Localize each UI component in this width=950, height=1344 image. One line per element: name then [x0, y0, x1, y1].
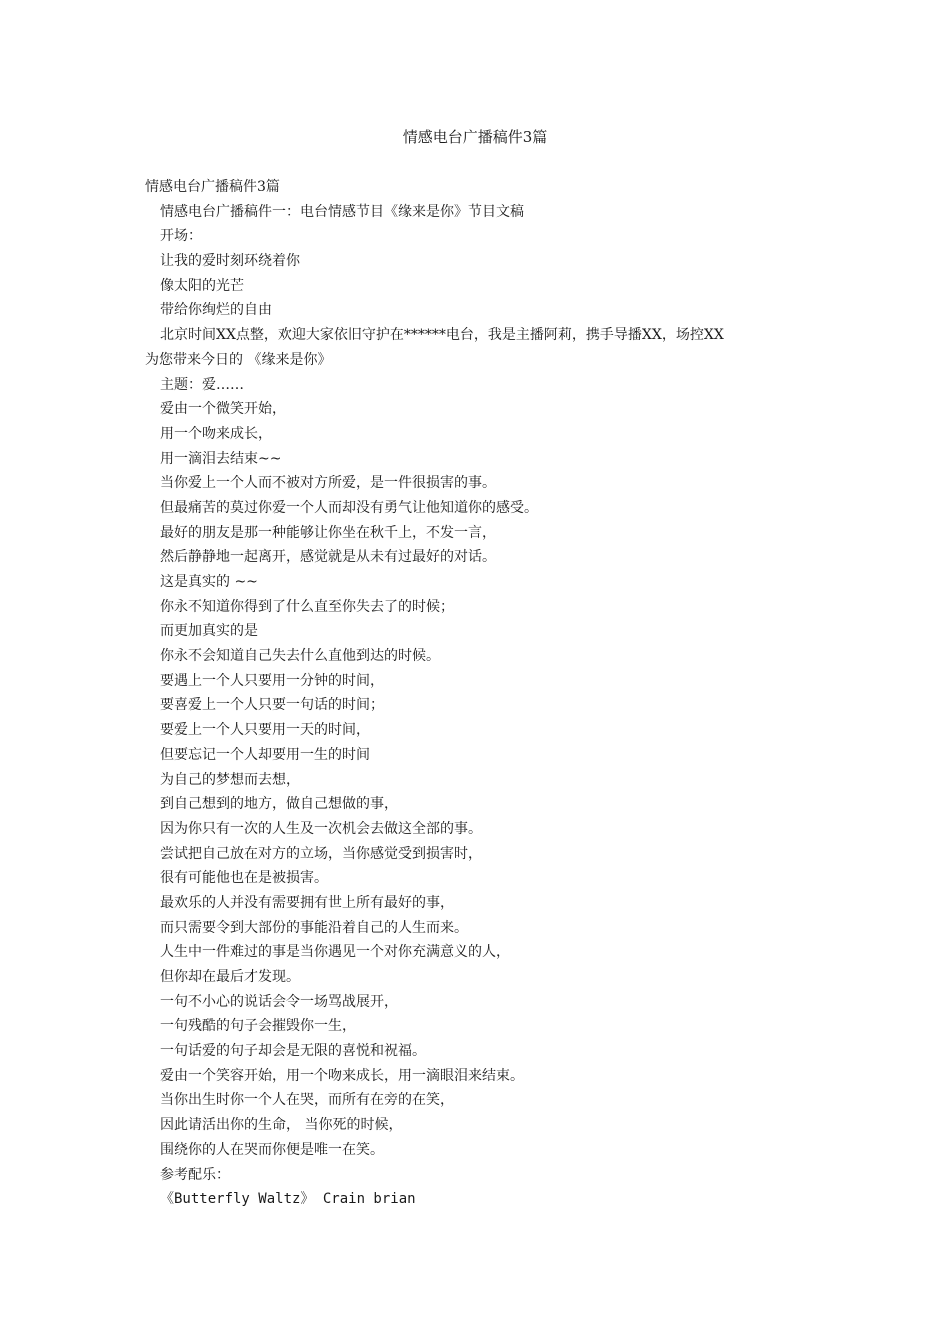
body-line: 然后静静地一起离开，感觉就是从未有过最好的对话。 [160, 549, 496, 566]
body-line: 开场： [160, 228, 202, 245]
body-line: 很有可能他也在是被损害。 [160, 870, 328, 887]
body-line: 像太阳的光芒 [160, 277, 244, 294]
body-line: 这是真实的 ~~ [160, 574, 258, 590]
body-line: 最好的朋友是那一种能够让你坐在秋千上，不发一言， [160, 524, 496, 541]
body-line: 参考配乐： [160, 1166, 230, 1183]
body-line: 用一个吻来成长， [160, 425, 272, 442]
body-line: 《Butterfly Waltz》 Crain brian [160, 1191, 416, 1208]
body-line: 一句话爱的句子却会是无限的喜悦和祝福。 [160, 1043, 426, 1060]
body-line: 情感电台广播稿件一：电台情感节目《缘来是你》节目文稿 [160, 203, 524, 220]
body-line: 因为你只有一次的人生及一次机会去做这全部的事。 [160, 820, 482, 837]
body-line: 要遇上一个人只要用一分钟的时间， [160, 672, 384, 689]
body-line: 为自己的梦想而去想， [160, 771, 300, 788]
body-line: 最欢乐的人并没有需要拥有世上所有最好的事， [160, 894, 454, 911]
body-line: 而更加真实的是 [160, 623, 258, 640]
body-line: 而只需要令到大部份的事能沿着自己的人生而来。 [160, 919, 468, 936]
body-line: 带给你绚烂的自由 [160, 302, 272, 319]
body-line: 一句残酷的句子会摧毁你一生， [160, 1018, 356, 1035]
body-line: 主题：爱…… [160, 376, 244, 393]
document-title: 情感电台广播稿件3篇 [402, 128, 548, 146]
body-line: 但要忘记一个人却要用一生的时间 [160, 746, 370, 763]
body-line: 因此请活出你的生命， 当你死的时候， [160, 1117, 403, 1134]
body-line: 要喜爱上一个人只要一句话的时间； [160, 697, 384, 714]
body-line: 一句不小心的说话会令一场骂战展开， [160, 993, 398, 1010]
body-line: 你永不会知道自己失去什么直他到达的时候。 [160, 648, 440, 665]
body-line: 尝试把自己放在对方的立场，当你感觉受到损害时， [160, 845, 482, 862]
body-line: 用一滴泪去结束~~ [160, 450, 282, 467]
body-line: 为您带来今日的 《缘来是你》 [145, 351, 332, 368]
body-line: 爱由一个笑容开始，用一个吻来成长，用一滴眼泪来结束。 [160, 1067, 524, 1084]
document-body [145, 175, 805, 1212]
body-line: 要爱上一个人只要用一天的时间， [160, 722, 370, 739]
body-line: 但最痛苦的莫过你爱一个人而却没有勇气让他知道你的感受。 [160, 499, 538, 516]
body-line: 当你出生时你一个人在哭，而所有在旁的在笑， [160, 1092, 454, 1109]
body-line: 情感电台广播稿件3篇 [145, 179, 280, 195]
body-line: 围绕你的人在哭而你便是唯一在笑。 [160, 1141, 384, 1158]
body-line: 北京时间XX点整，欢迎大家依旧守护在******电台，我是主播阿莉，携手导播XX，场控XX [160, 327, 724, 344]
body-line: 爱由一个微笑开始， [160, 401, 286, 418]
body-line: 但你却在最后才发现。 [160, 969, 300, 985]
body-line: 你永不知道你得到了什么直至你失去了的时候； [160, 598, 454, 615]
body-line: 当你爱上一个人而不被对方所爱，是一件很损害的事。 [160, 475, 496, 492]
body-line: 让我的爱时刻环绕着你 [160, 253, 300, 270]
body-line: 到自己想到的地方，做自己想做的事， [160, 796, 398, 813]
body-line: 人生中一件难过的事是当你遇见一个对你充满意义的人， [160, 944, 510, 961]
